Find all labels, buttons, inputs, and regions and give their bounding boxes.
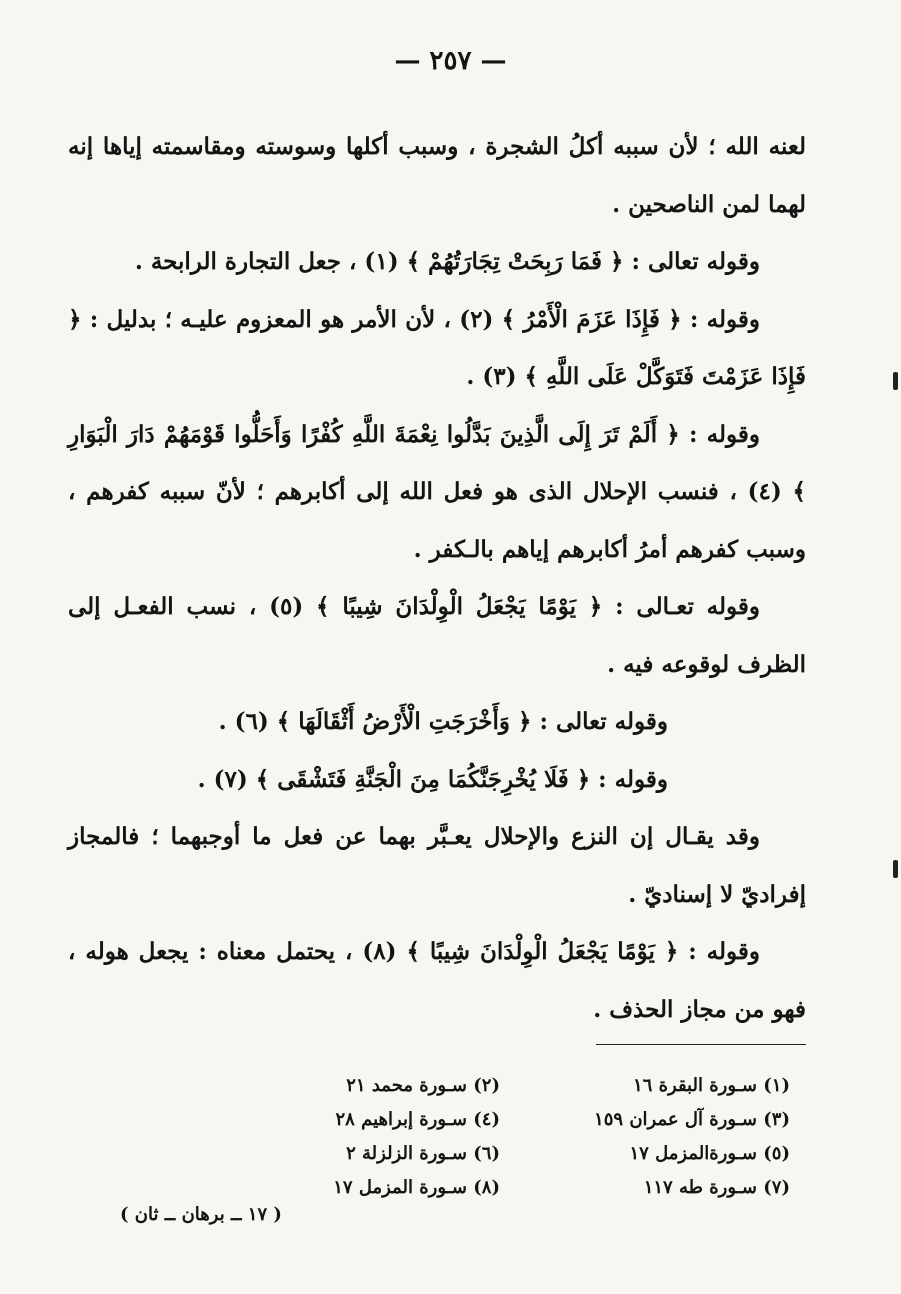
footnote-5: (٥) سـورةالمزمل ١٧ bbox=[629, 1143, 790, 1164]
footnote-1: (١) سـورة البقرة ١٦ bbox=[632, 1075, 790, 1096]
paragraph-7: وقوله : ﴿ فَلَا يُخْرِجَنَّكُمَا مِنَ الْجَنَّةِ فَتَشْقَى ﴾ (٧) . bbox=[197, 765, 668, 793]
footnote-3: (٣) سـورة آل عمران ١٥٩ bbox=[594, 1109, 790, 1130]
printer-signature: ( ١٧ ــ برهان ــ ثان ) bbox=[120, 1204, 282, 1225]
margin-mark bbox=[893, 372, 898, 390]
paragraph-5: وقوله تعـالى : ﴿ يَوْمًا يَجْعَلُ الْوِلْدَانَ شِيبًا ﴾ (٥) ، نسب الفعـل إلى الظرف لوقوعه فيه . bbox=[68, 593, 806, 678]
paragraph-8: وقد يقـال إن النزع والإحلال يعـبَّر بهما عن فعل ما أوجبهما ؛ فالمجاز إفراديّ لا إسناديّ . bbox=[68, 823, 806, 908]
paragraph-2: وقوله تعالى : ﴿ فَمَا رَبِحَتْ تِجَارَتُهُمْ ﴾ (١) ، جعل التجارة الرابحة . bbox=[134, 248, 760, 275]
footnote-8: (٨) سـورة المزمل ١٧ bbox=[333, 1177, 500, 1198]
paragraph-1: لعنه الله ؛ لأن سببه أكلُ الشجرة ، وسبب أكلها وسوسته ومقاسمته إياها إنه لهما لمن الناصحين . bbox=[68, 133, 806, 218]
paragraph-3: وقوله : ﴿ فَإِذَا عَزَمَ الْأَمْرُ ﴾ (٢) ، لأن الأمر هو المعزوم عليـه ؛ بدليل : ﴿ فَإِذَا عَزَمْتَ فَتَوَكَّلْ عَلَى اللَّهِ ﴾ (٣) . bbox=[68, 305, 806, 390]
footnote-7: (٧) سـورة طه ١١٧ bbox=[643, 1177, 790, 1198]
paragraph-4: وقوله : ﴿ أَلَمْ تَرَ إِلَى الَّذِينَ بَدَّلُوا نِعْمَةَ اللَّهِ كُفْرًا وَأَحَلُّوا قَوْمَهُمْ دَارَ الْبَوَارِ ﴾ (٤) ، فنسب الإحلال الذى هو فعل الله إلى أكابرهم ؛ لأنّ سببه كفرهم ، وسبب كفرهم أمرُ أكابرهم إياهم بالـكفر . bbox=[68, 420, 806, 563]
footnote-4: (٤) سـورة إبراهيم ٢٨ bbox=[335, 1109, 500, 1130]
paragraph-9: وقوله : ﴿ يَوْمًا يَجْعَلُ الْوِلْدَانَ شِيبًا ﴾ (٨) ، يحتمل معناه : يجعل هوله ، فهو من مجاز الحذف . bbox=[68, 938, 806, 1023]
page-number: — ٢٥٧ — bbox=[394, 46, 507, 76]
margin-mark bbox=[893, 860, 898, 878]
footnote-2: (٢) سـورة محمد ٢١ bbox=[346, 1075, 500, 1096]
footnotes bbox=[210, 1072, 790, 1202]
footnote-divider bbox=[596, 1044, 806, 1045]
body-text bbox=[68, 118, 806, 1038]
paragraph-6: وقوله تعالى : ﴿ وَأَخْرَجَتِ الْأَرْضُ أَثْقَالَهَا ﴾ (٦) . bbox=[218, 708, 668, 735]
footnote-6: (٦) سـورة الزلزلة ٢ bbox=[346, 1143, 500, 1164]
